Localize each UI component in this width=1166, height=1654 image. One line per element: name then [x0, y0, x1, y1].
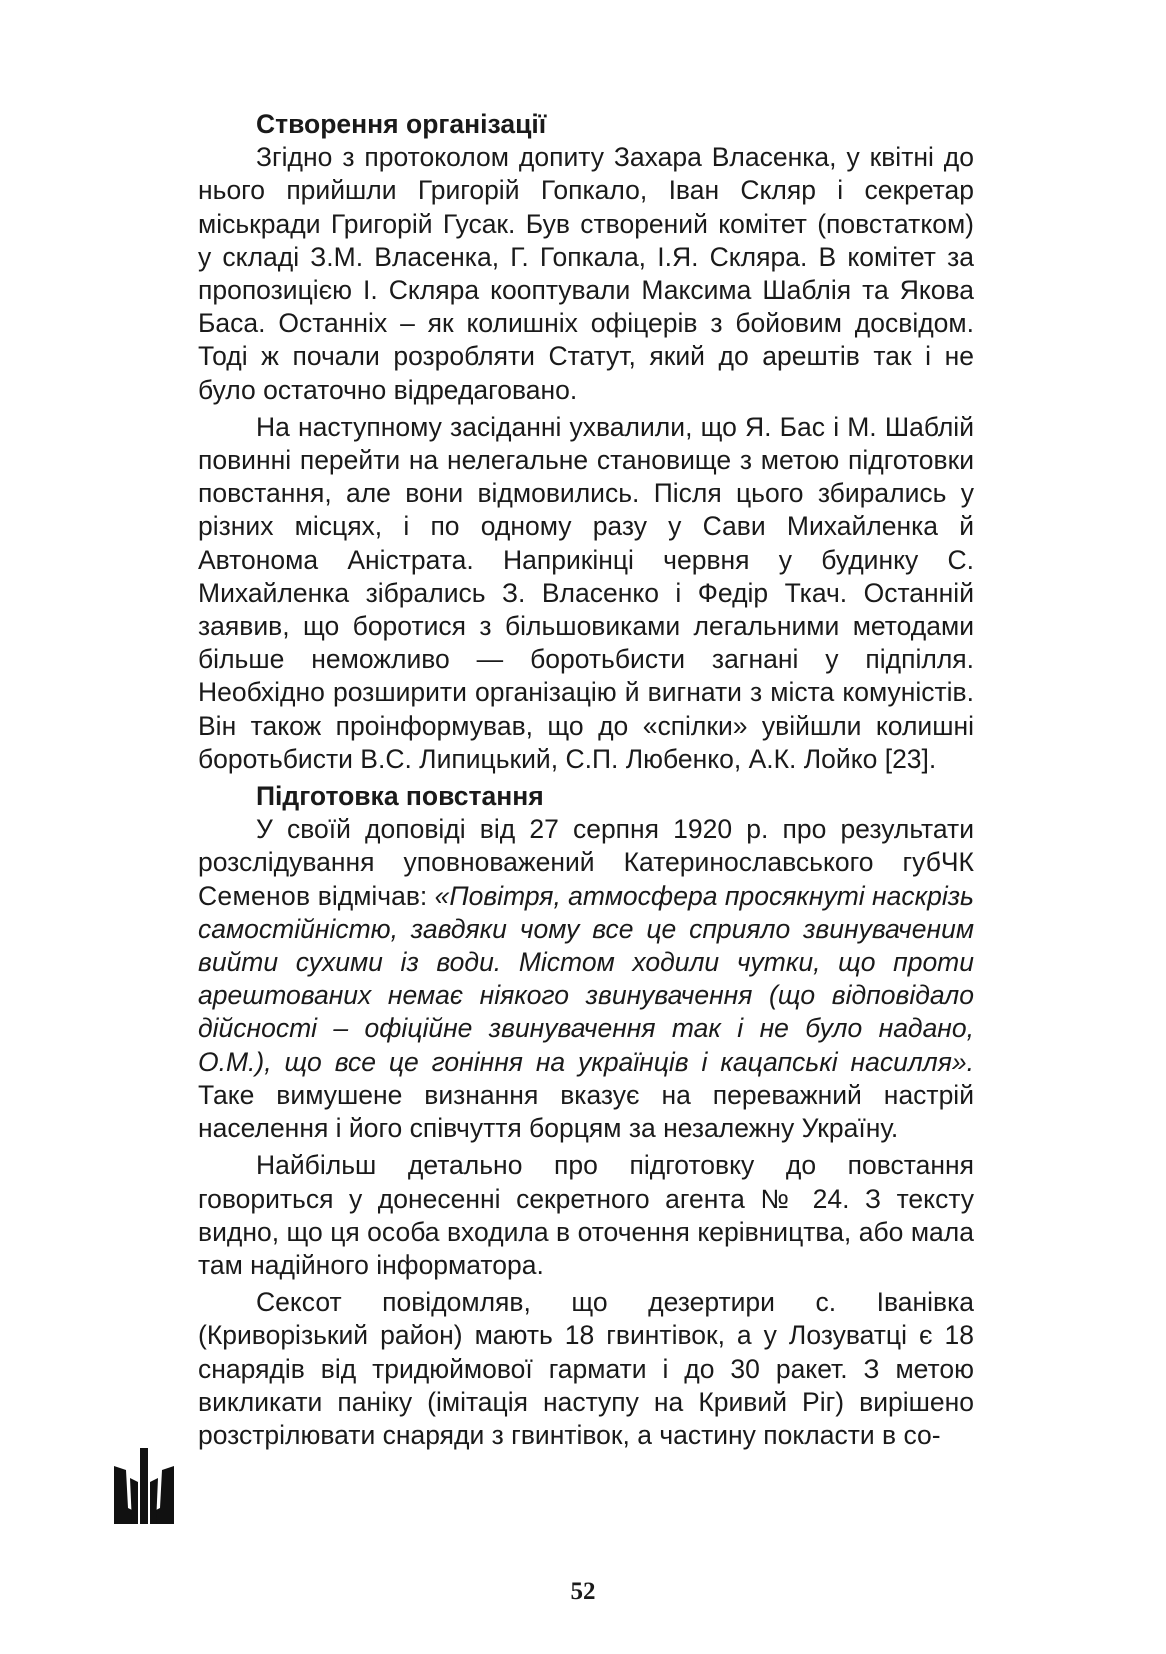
ornament-shape: [114, 1448, 174, 1524]
paragraph: [198, 141, 974, 407]
paragraph: [198, 1286, 974, 1452]
text-run: Таке вимушене визнання вказує на переважний настрій населення і його співчуття борцям за незалежну Україну.: [198, 1079, 974, 1144]
italic-quote: «Повітря, атмосфера просякнуті наскрізь самостійністю, завдяки чому все це сприяло звинуваченим вийти сухими із води. Містом ходили чутки, що проти арештованих немає ніякого звинувачення (що відповідало дійсності – офіційне звинувачення так і не було надано, О.М.), що все це гоніння на українців і кацапські насилля».: [198, 880, 974, 1077]
section-heading: Підготовка повстання: [256, 781, 544, 812]
trident-ornament-icon: [114, 1448, 174, 1524]
text-run: Згідно з протоколом допиту Захара Власенка, у квітні до нього прийшли Григорій Гопкало, Іван Скляр і секретар міськради Григорій Гусак. Був створений комітет (повстатком) у складі З.М. Власенка, Г. Гопкала, І.Я. Скляра. В комітет за пропозицією І. Скляра кооптували Максима Шаблія та Якова Баса. Останніх – як колишніх офіцерів з бойовим досвідом. Тоді ж почали розробляти Статут, який до арештів так і не було остаточно відредаговано.: [198, 142, 974, 405]
page-body: [198, 108, 974, 1456]
text-run: Сексот повідомляв, що дезертири с. Іванівка (Криворізький район) мають 18 гвинтівок, а у Лозуватці є 18 снарядів від тридюймової гармати і до 30 ракет. З метою викликати паніку (імітація наступу на Кривий Ріг) вирішено розстрілювати снаряди з гвинтівок, а частину покласти в со-: [198, 1287, 974, 1450]
text-run: відмічав:: [310, 880, 435, 911]
text-run: У своїй доповіді від 27 серпня 1920 р. про результати розслідування уповноважений Катеринославського губЧК: [198, 814, 974, 878]
paragraph: [198, 1149, 974, 1282]
section-heading: Створення організації: [256, 109, 547, 139]
page-number: 52: [570, 1578, 596, 1605]
paragraph: [198, 813, 974, 1145]
text-run: Найбільш детально про підготовку до повстання говориться у донесенні секретного агента № 24. З тексту видно, що ця особа входила в оточення керівництва, або мала там надійного інформатора.: [198, 1150, 974, 1280]
paragraph: [198, 411, 974, 776]
name-highlight: Семенов: [198, 880, 311, 911]
section-creation: [198, 108, 974, 776]
text-run: На наступному засіданні ухвалили, що Я. Бас і М. Шаблій повинні перейти на нелегальне становище з метою підготовки повстання, але вони відмовились. Після цього збирались у різних місцях, і по одному разу у Сави Михайленка й Автонома Аністрата. Наприкінці червня у будинку С. Михайленка зібрались З. Власенко і Федір Ткач. Останній заявив, що боротися з більшовиками легальними методами більше неможливо — боротьбисти загнані у підпілля. Необхідно розширити організацію й вигнати з міста комуністів. Він також проінформував, що до «спілки» увійшли колишні боротьбисти В.С. Липицький, С.П. Любенко, А.К. Лойко [23].: [198, 411, 974, 774]
section-preparation: [198, 780, 974, 1452]
